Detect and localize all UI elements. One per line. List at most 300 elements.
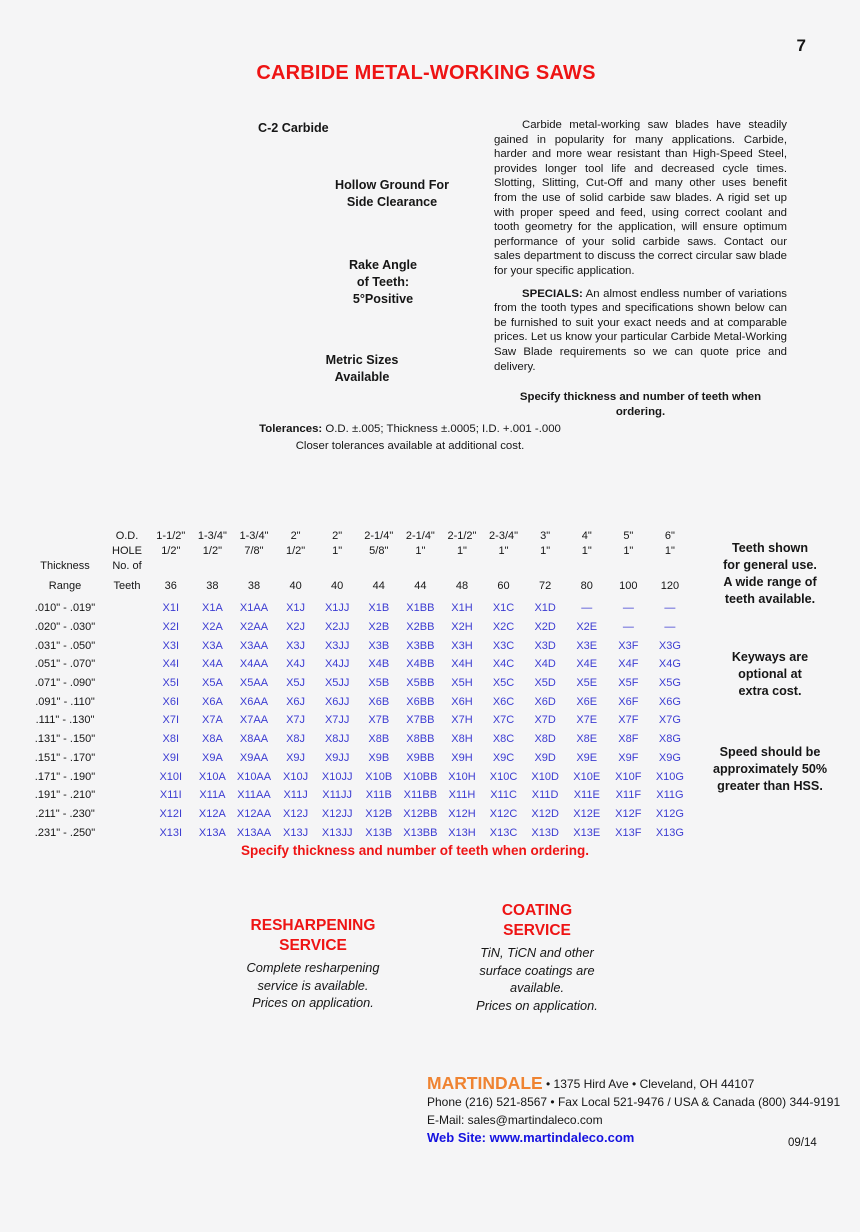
part-number: X13J [283, 826, 309, 839]
tolerances-line-1 [0, 421, 820, 438]
table-spacer [150, 558, 192, 573]
thickness-range: .031" - .050" [34, 639, 96, 652]
teeth-count: 100 [619, 580, 638, 592]
specify-note-bold: Specify thickness and number of teeth when ordering. [519, 391, 762, 418]
footer-brand-line [427, 1074, 840, 1093]
part-number: X13E [573, 826, 601, 839]
resharpening-title [246, 916, 379, 956]
part-number: X2AA [239, 621, 269, 634]
part-number: X8BB [406, 733, 435, 746]
part-number: X11E [573, 789, 600, 802]
saw-blade-table [26, 528, 691, 842]
part-number: X8J [286, 733, 306, 746]
note-line: for general use. [723, 558, 817, 572]
table-spacer [400, 558, 442, 573]
part-number: X5A [201, 677, 223, 690]
footer-email-line[interactable]: E-Mail: sales@martindaleco.com [427, 1113, 603, 1127]
side-note-keyways [690, 649, 850, 700]
note-line: approximately 50% [712, 762, 828, 776]
part-number: X9H [451, 751, 473, 764]
part-number: X11D [531, 789, 559, 802]
teeth-count: 38 [247, 580, 261, 592]
table-spacer [608, 558, 650, 573]
part-number: X3JJ [324, 639, 350, 652]
part-number: X2E [576, 621, 598, 634]
part-number: X6B [368, 695, 390, 708]
feature-metric-sizes [326, 352, 399, 386]
table-spacer [104, 786, 150, 805]
part-number: X4C [492, 658, 515, 671]
thickness-range: .151" - .170" [34, 751, 96, 764]
od-value: 1-3/4" [239, 529, 269, 542]
feature-line: Rake Angle [348, 258, 418, 272]
part-number: X6H [451, 695, 473, 708]
table-spacer [104, 767, 150, 786]
od-value: 4" [581, 529, 592, 542]
part-number: X2H [451, 621, 473, 634]
hole-value: 7/8" [244, 544, 264, 557]
part-number: X5H [451, 677, 473, 690]
part-number: X13B [365, 826, 393, 839]
part-number: X7A [201, 714, 223, 727]
table-spacer [26, 528, 104, 543]
no-part-dash: — [622, 621, 634, 634]
part-number: X13BB [403, 826, 438, 839]
side-note-speed [690, 744, 850, 795]
teeth-header-label: No. of [112, 559, 142, 572]
part-number: X7AA [239, 714, 269, 727]
thickness-range: .071" - .090" [34, 677, 96, 690]
part-number: X5J [286, 677, 306, 690]
hole-value: 1" [415, 544, 426, 557]
part-number: X11J [283, 789, 308, 802]
part-number: X7G [658, 714, 681, 727]
part-number: X10D [531, 770, 559, 783]
part-number: X6AA [239, 695, 269, 708]
teeth-count: 48 [455, 580, 469, 592]
hole-value: 5/8" [369, 544, 389, 557]
body-line: Complete resharpening [246, 960, 380, 975]
part-number: X10I [159, 770, 183, 783]
part-number: X2I [162, 621, 180, 634]
table-spacer [104, 599, 150, 618]
part-number: X9A [201, 751, 223, 764]
part-number: X7D [534, 714, 556, 727]
od-value: 2-1/2" [447, 529, 477, 542]
part-number: X5JJ [324, 677, 350, 690]
table-spacer [104, 655, 150, 674]
part-number: X11H [448, 789, 476, 802]
footer-contact-block [427, 1074, 840, 1147]
part-number: X12I [159, 807, 183, 820]
part-number: X5BB [406, 677, 435, 690]
part-number: X7H [451, 714, 473, 727]
part-number: X8H [451, 733, 473, 746]
no-part-dash: — [622, 602, 634, 615]
part-number: X5D [534, 677, 556, 690]
part-number: X4AA [239, 658, 269, 671]
teeth-header-label: Teeth [113, 580, 141, 592]
part-number: X1D [534, 602, 556, 615]
thickness-range: .111" - .130" [35, 714, 95, 727]
note-line: Keyways are [731, 650, 809, 664]
part-number: X6J [286, 695, 306, 708]
tolerances-block [0, 421, 820, 455]
od-value: 2-1/4" [405, 529, 435, 542]
hole-value: 1" [498, 544, 509, 557]
table-spacer [104, 692, 150, 711]
part-number: X10A [198, 770, 226, 783]
feature-line: 5°Positive [352, 292, 414, 306]
part-number: X11C [490, 789, 517, 802]
teeth-count: 60 [497, 580, 510, 592]
od-value: 6" [664, 529, 675, 542]
part-number: X8B [368, 733, 390, 746]
part-number: X10JJ [321, 770, 353, 783]
feature-line: Metric Sizes [325, 353, 399, 367]
part-number: X6A [201, 695, 223, 708]
part-number: X12JJ [321, 807, 353, 820]
part-number: X5B [368, 677, 390, 690]
part-number: X3C [492, 639, 515, 652]
coating-service-block [476, 901, 598, 1014]
part-number: X3D [534, 639, 556, 652]
part-number: X7I [162, 714, 180, 727]
part-number: X5E [576, 677, 598, 690]
table-spacer [104, 749, 150, 768]
intro-text-column [494, 118, 787, 419]
table-spacer [104, 618, 150, 637]
hole-value: 1" [623, 544, 634, 557]
note-line: greater than HSS. [717, 779, 823, 793]
part-number: X7F [618, 714, 639, 727]
part-number: X9B [368, 751, 390, 764]
part-number: X13AA [236, 826, 272, 839]
part-number: X3F [618, 639, 639, 652]
part-number: X1B [368, 602, 390, 615]
part-number: X4B [368, 658, 390, 671]
od-header-label: O.D. [115, 529, 139, 542]
thickness-range: .211" - .230" [35, 807, 95, 820]
title-line: SERVICE [279, 937, 347, 954]
body-line: Prices on application. [252, 995, 374, 1011]
part-number: X12E [573, 807, 601, 820]
od-value: 3" [540, 529, 551, 542]
hole-value: 1/2" [285, 544, 306, 557]
part-number: X6D [534, 695, 556, 708]
part-number: X11I [159, 789, 182, 802]
hole-header-label: HOLE [112, 544, 142, 557]
teeth-count: 36 [164, 580, 177, 592]
od-value: 2-1/4" [364, 529, 394, 542]
part-number: X12AA [236, 807, 272, 820]
footer-website-link[interactable]: Web Site: www.martindaleco.com [427, 1130, 635, 1145]
coating-body [476, 944, 598, 1014]
part-number: X11A [199, 789, 226, 802]
part-number: X12J [283, 807, 309, 820]
part-number: X13I [159, 826, 183, 839]
part-number: X6I [162, 695, 180, 708]
part-number: X9AA [239, 751, 269, 764]
title-line: RESHARPENING [250, 917, 376, 934]
body-line: TiN, TiCN and other [480, 945, 594, 960]
part-number: X5AA [239, 677, 269, 690]
part-number: X7B [368, 714, 390, 727]
note-line: Teeth shown [731, 541, 809, 555]
od-value: 1-3/4" [197, 529, 227, 542]
part-number: X9I [162, 751, 180, 764]
part-number: X8E [576, 733, 598, 746]
note-line: A wide range of [723, 575, 817, 589]
feature-line: Hollow Ground For [334, 178, 450, 192]
part-number: X13F [615, 826, 642, 839]
part-number: X10G [655, 770, 684, 783]
table-spacer [441, 558, 483, 573]
part-number: X12D [531, 807, 559, 820]
part-number: X2JJ [324, 621, 350, 634]
part-number: X1C [492, 602, 515, 615]
feature-hollow-ground [335, 177, 449, 211]
hole-value: 1/2" [161, 544, 181, 557]
part-number: X1BB [406, 602, 435, 615]
table-spacer [483, 558, 525, 573]
date-code: 09/14 [788, 1137, 817, 1149]
part-number: X3J [286, 639, 306, 652]
part-number: X11G [656, 789, 684, 802]
part-number: X2B [368, 621, 390, 634]
title-line: SERVICE [503, 922, 571, 939]
thickness-range: .231" - .250" [34, 826, 96, 839]
part-number: X3E [576, 639, 598, 652]
od-value: 1-1/2" [156, 529, 186, 542]
part-number: X6F [618, 695, 639, 708]
teeth-count: 120 [660, 580, 680, 592]
part-number: X2BB [406, 621, 435, 634]
part-number: X12A [198, 807, 226, 820]
part-number: X11JJ [322, 789, 353, 802]
footer-phone-line: Phone (216) 521-8567 • Fax Local 521-9476 / USA & Canada (800) 344-9191 [427, 1095, 841, 1109]
part-number: X11B [365, 789, 392, 802]
table-spacer [26, 543, 104, 558]
body-line: Prices on application. [476, 997, 598, 1013]
part-number: X6E [576, 695, 598, 708]
table-spacer [104, 636, 150, 655]
part-number: X13D [531, 826, 559, 839]
table-spacer [104, 730, 150, 749]
tolerances-lead: Tolerances: [259, 423, 323, 435]
thickness-range: .020" - .030" [34, 621, 96, 634]
part-number: X12BB [403, 807, 438, 820]
table-spacer [104, 805, 150, 824]
table-spacer [233, 558, 275, 573]
table-spacer [524, 558, 566, 573]
table-spacer [566, 558, 608, 573]
range-header-label: Range [48, 580, 82, 592]
table-spacer [649, 558, 691, 573]
thickness-range: .171" - .190" [34, 770, 96, 783]
no-part-dash: — [664, 602, 676, 615]
part-number: X7JJ [324, 714, 350, 727]
body-line: available. [509, 980, 565, 996]
table-spacer [358, 558, 400, 573]
part-number: X9F [618, 751, 639, 764]
part-number: X11AA [237, 789, 271, 802]
part-number: X4A [201, 658, 223, 671]
part-number: X10F [615, 770, 642, 783]
tolerances-values: O.D. ±.005; Thickness ±.0005; I.D. +.001 -.000 [322, 423, 561, 435]
part-number: X7E [576, 714, 598, 727]
part-number: X8JJ [324, 733, 350, 746]
table-spacer [104, 823, 150, 842]
part-number: X10H [448, 770, 476, 783]
feature-line: of Teeth: [356, 275, 410, 289]
part-number: X6BB [406, 695, 435, 708]
teeth-count: 38 [206, 580, 219, 592]
teeth-count: 80 [580, 580, 593, 592]
part-number: X10E [573, 770, 601, 783]
part-number: X4JJ [324, 658, 350, 671]
specials-text: An almost endless number of variations from the tooth types and specifications shown below can be furnished to suit your exact needs and at comparable prices. Let us know your particular Carbide Metal-Working Saw Blade requirements so we can quote price and delivery. [494, 287, 787, 373]
no-part-dash: — [664, 621, 676, 634]
part-number: X1J [286, 602, 306, 615]
specify-red-note: Specify thickness and number of teeth when ordering. [240, 843, 590, 858]
part-number: X12B [365, 807, 393, 820]
part-number: X2C [492, 621, 515, 634]
part-number: X13H [448, 826, 476, 839]
footer-address: • 1375 Hird Ave • Cleveland, OH 44107 [542, 1077, 755, 1091]
part-number: X10B [365, 770, 393, 783]
part-number: X10C [489, 770, 518, 783]
hole-value: 1" [664, 544, 675, 557]
part-number: X3BB [406, 639, 435, 652]
part-number: X13G [655, 826, 684, 839]
part-number: X4D [534, 658, 556, 671]
page-title: CARBIDE METAL-WORKING SAWS [256, 62, 596, 84]
od-value: 2-3/4" [489, 529, 519, 542]
thickness-range: .051" - .070" [34, 658, 96, 671]
feature-rake-angle [349, 257, 417, 308]
part-number: X4I [162, 658, 180, 671]
part-number: X13JJ [321, 826, 353, 839]
feature-line: Side Clearance [346, 195, 438, 209]
page-number: 7 [796, 36, 806, 55]
part-number: X8G [658, 733, 681, 746]
part-number: X3B [368, 639, 390, 652]
od-value: 5" [623, 529, 634, 542]
part-number: X4H [451, 658, 473, 671]
table-spacer [275, 558, 317, 573]
part-number: X2A [201, 621, 223, 634]
table-spacer [104, 674, 150, 693]
thickness-range: .191" - .210" [34, 789, 96, 802]
part-number: X10AA [236, 770, 272, 783]
hole-value: 1" [581, 544, 592, 557]
table-spacer [104, 711, 150, 730]
part-number: X5G [658, 677, 681, 690]
part-number: X5I [162, 677, 180, 690]
specials-lead: SPECIALS: [522, 287, 583, 300]
thickness-range: .131" - .150" [34, 733, 96, 746]
thickness-range: .010" - .019" [34, 602, 96, 615]
part-number: X12G [655, 807, 684, 820]
part-number: X9E [576, 751, 598, 764]
part-number: X9J [286, 751, 306, 764]
part-number: X9JJ [324, 751, 350, 764]
part-number: X6G [658, 695, 681, 708]
part-number: X1AA [239, 602, 269, 615]
part-number: X1A [201, 602, 223, 615]
od-value: 2" [290, 529, 301, 542]
part-number: X8I [162, 733, 180, 746]
part-number: X6C [492, 695, 515, 708]
thickness-range: .091" - .110" [35, 695, 95, 708]
part-number: X12F [615, 807, 642, 820]
od-value: 2" [332, 529, 343, 542]
note-line: teeth available. [724, 592, 816, 606]
coating-title [476, 901, 598, 941]
feature-line: Available [334, 370, 390, 384]
part-number: X4E [576, 658, 598, 671]
part-number: X3I [162, 639, 180, 652]
note-line: extra cost. [738, 684, 802, 698]
part-number: X9G [658, 751, 681, 764]
part-number: X12H [448, 807, 476, 820]
intro-paragraph-specials [494, 287, 787, 375]
intro-paragraph-1: Carbide metal-working saw blades have steadily gained in popularity for many applications. Carbide, harder and more wear resistant than High-Speed Steel, provides longer tool life and decreased cycle times. Slotting, Slitting, Cut-Off and many other uses benefit from the use of solid carbide saw blades. A rigid set up with proper speed and feed, using correct coolant and tooth geometry for the application, will ensure optimum performance of your solid carbide saws. Contact our sales department to discuss the correct circular saw blade for your specific application. [494, 119, 787, 277]
no-part-dash: — [581, 602, 593, 615]
part-number: X4G [658, 658, 681, 671]
part-number: X5F [618, 677, 639, 690]
hole-value: 1" [332, 544, 343, 557]
part-number: X11F [615, 789, 642, 802]
table-spacer [316, 558, 358, 573]
part-number: X2J [286, 621, 306, 634]
note-line: Speed should be [719, 745, 821, 759]
teeth-count: 40 [331, 580, 344, 592]
part-number: X5C [492, 677, 515, 690]
part-number: X6JJ [324, 695, 350, 708]
part-number: X13A [198, 826, 226, 839]
tolerances-line-2: Closer tolerances available at additional cost. [295, 440, 525, 452]
part-number: X1JJ [324, 602, 350, 615]
resharpening-body [246, 959, 379, 1012]
part-number: X3H [451, 639, 473, 652]
part-number: X3G [658, 639, 681, 652]
part-number: X7J [286, 714, 306, 727]
side-note-teeth [690, 540, 850, 608]
part-number: X3A [201, 639, 223, 652]
body-line: surface coatings are [479, 962, 595, 978]
thickness-header-label: Thickness [40, 559, 90, 572]
title-line: COATING [501, 902, 573, 919]
part-number: X9C [492, 751, 515, 764]
part-number: X3AA [239, 639, 269, 652]
part-number: X8A [201, 733, 223, 746]
teeth-count: 44 [372, 580, 385, 592]
part-number: X9D [534, 751, 556, 764]
part-number: X12C [489, 807, 518, 820]
part-number: X10BB [403, 770, 438, 783]
part-number: X1I [162, 602, 180, 615]
part-number: X8F [618, 733, 639, 746]
note-line: optional at [738, 667, 802, 681]
body-line: service is available. [257, 977, 369, 993]
teeth-count: 72 [539, 580, 552, 592]
hole-value: 1" [540, 544, 551, 557]
table-spacer [192, 558, 234, 573]
hole-value: 1" [456, 544, 467, 557]
brand-logo-text: MARTINDALE [427, 1073, 543, 1093]
